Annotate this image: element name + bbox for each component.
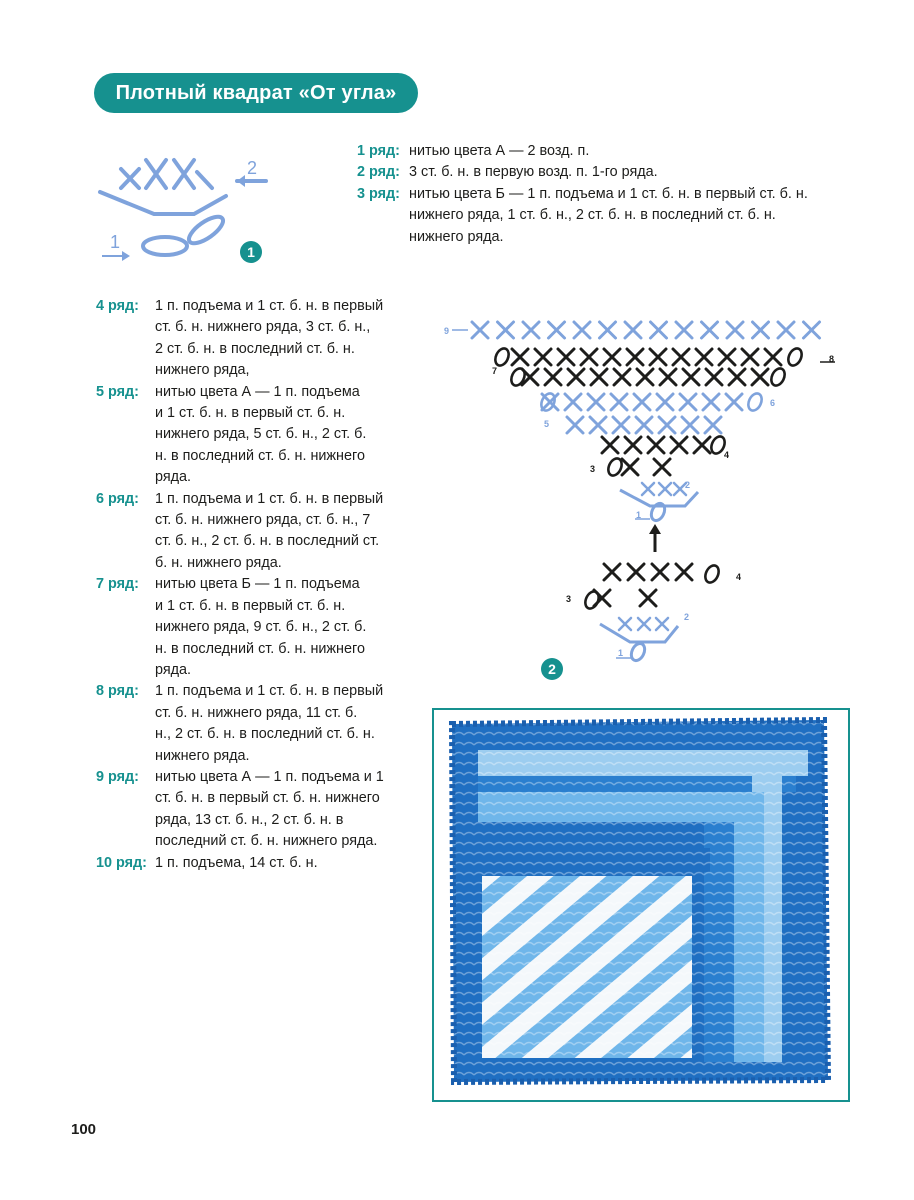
row-instruction xyxy=(96,853,426,874)
row-text: нитью цвета А — 2 возд. п. xyxy=(409,143,590,159)
row-number: 8 xyxy=(829,354,835,364)
row-number: 5 xyxy=(544,419,550,429)
row-text: 1 п. подъема, 14 ст. б. н. xyxy=(155,854,318,871)
row-number: 1 xyxy=(636,510,642,520)
chain-mark xyxy=(703,563,721,584)
row-label: 1 ряд: xyxy=(357,143,400,159)
row-label: 8 ряд: xyxy=(96,683,139,700)
page-number: 100 xyxy=(71,1121,97,1138)
row-label: 5 ряд: xyxy=(96,383,139,400)
row-text: нитью цвета А — 1 п. подъема и 1 ст. б. н. в первый ст. б. н. нижнего ряда, 13 ст. б. н., 2 ст. б. н. в последний ст. б. н. нижнего ряда. xyxy=(155,768,384,850)
row-label: 7 ряд: xyxy=(96,576,139,593)
chain-mark xyxy=(769,366,787,387)
row-instruction xyxy=(96,489,426,575)
row-number: 4 xyxy=(736,572,742,582)
row-text: нитью цвета Б — 1 п. подъема и 1 ст. б. н. в первый ст. б. н. нижнего ряда, 9 ст. б. н., 2 ст. б. н. в последний ст. б. н. нижнего ряда. xyxy=(155,576,367,678)
row-number: 2 xyxy=(685,480,691,490)
row-instruction xyxy=(96,296,426,382)
row-instruction xyxy=(96,382,426,489)
row-label: 2 ряд: xyxy=(357,164,400,181)
row-number: 3 xyxy=(590,464,596,474)
chain-mark xyxy=(629,641,647,662)
row-instruction xyxy=(96,681,426,767)
chain-mark xyxy=(583,589,601,610)
diagram-2 xyxy=(440,312,860,682)
diagram-1 xyxy=(94,150,294,270)
row-number-1: 1 xyxy=(110,232,121,252)
row-number: 1 xyxy=(618,648,624,658)
row-text: 1 п. подъема и 1 ст. б. н. в первый ст. б. н. нижнего ряда, 11 ст. б. н., 2 ст. б. н. в последний ст. б. н. нижнего ряда. xyxy=(155,683,384,764)
row-number-2: 2 xyxy=(247,158,258,178)
row-number: 3 xyxy=(566,594,572,604)
row-label: 4 ряд: xyxy=(96,298,139,314)
row-number: 2 xyxy=(684,612,690,622)
row-label: 6 ряд: xyxy=(96,490,139,507)
instructions-top xyxy=(357,141,877,248)
section-title: Плотный квадрат «От угла» xyxy=(94,73,418,113)
row-text: нитью цвета Б — 1 п. подъема и 1 ст. б. н. в первый ст. б. н. нижнего ряда, 1 ст. б. н., 2 ст. б. н. в последний ст. б. н. нижнего ряда. xyxy=(409,185,808,245)
row-instruction xyxy=(96,767,426,853)
chain-mark xyxy=(746,391,764,412)
row-instruction xyxy=(357,184,877,248)
chain-mark xyxy=(493,346,511,367)
diagram-badge-1: 1 xyxy=(240,241,262,263)
row-number: 4 xyxy=(724,450,730,460)
row-text: нитью цвета А — 1 п. подъема и 1 ст. б. н. в первый ст. б. н. нижнего ряда, 5 ст. б. н., 2 ст. б. н. в последний ст. б. н. нижнего ряда. xyxy=(155,383,367,486)
diagram-badge-2: 2 xyxy=(541,658,563,680)
row-label: 3 ряд: xyxy=(357,185,400,202)
row-label: 9 ряд: xyxy=(96,768,139,785)
row-label: 10 ряд: xyxy=(96,854,147,871)
row-instruction xyxy=(96,574,426,681)
row-text: 1 п. подъема и 1 ст. б. н. в первый ст. б. н. нижнего ряда, 3 ст. б. н., 2 ст. б. н. в последний ст. б. н. нижнего ряда, xyxy=(155,298,384,379)
instructions-left xyxy=(96,296,426,874)
row-instruction xyxy=(357,162,877,183)
row-text: 3 ст. б. н. в первую возд. п. 1-го ряда. xyxy=(409,164,658,181)
photo-frame xyxy=(432,708,850,1102)
row-instruction xyxy=(357,141,877,162)
row-text: 1 п. подъема и 1 ст. б. н. в первый ст. б. н. нижнего ряда, ст. б. н., 7 ст. б. н., 2 ст. б. н. в последний ст. б. н. нижнего ряда. xyxy=(155,490,384,571)
row-number: 6 xyxy=(770,398,776,408)
row-number: 7 xyxy=(492,366,498,376)
crochet-square-photo xyxy=(434,710,848,1100)
chain-mark xyxy=(786,346,804,367)
row-number: 9 xyxy=(444,326,450,336)
